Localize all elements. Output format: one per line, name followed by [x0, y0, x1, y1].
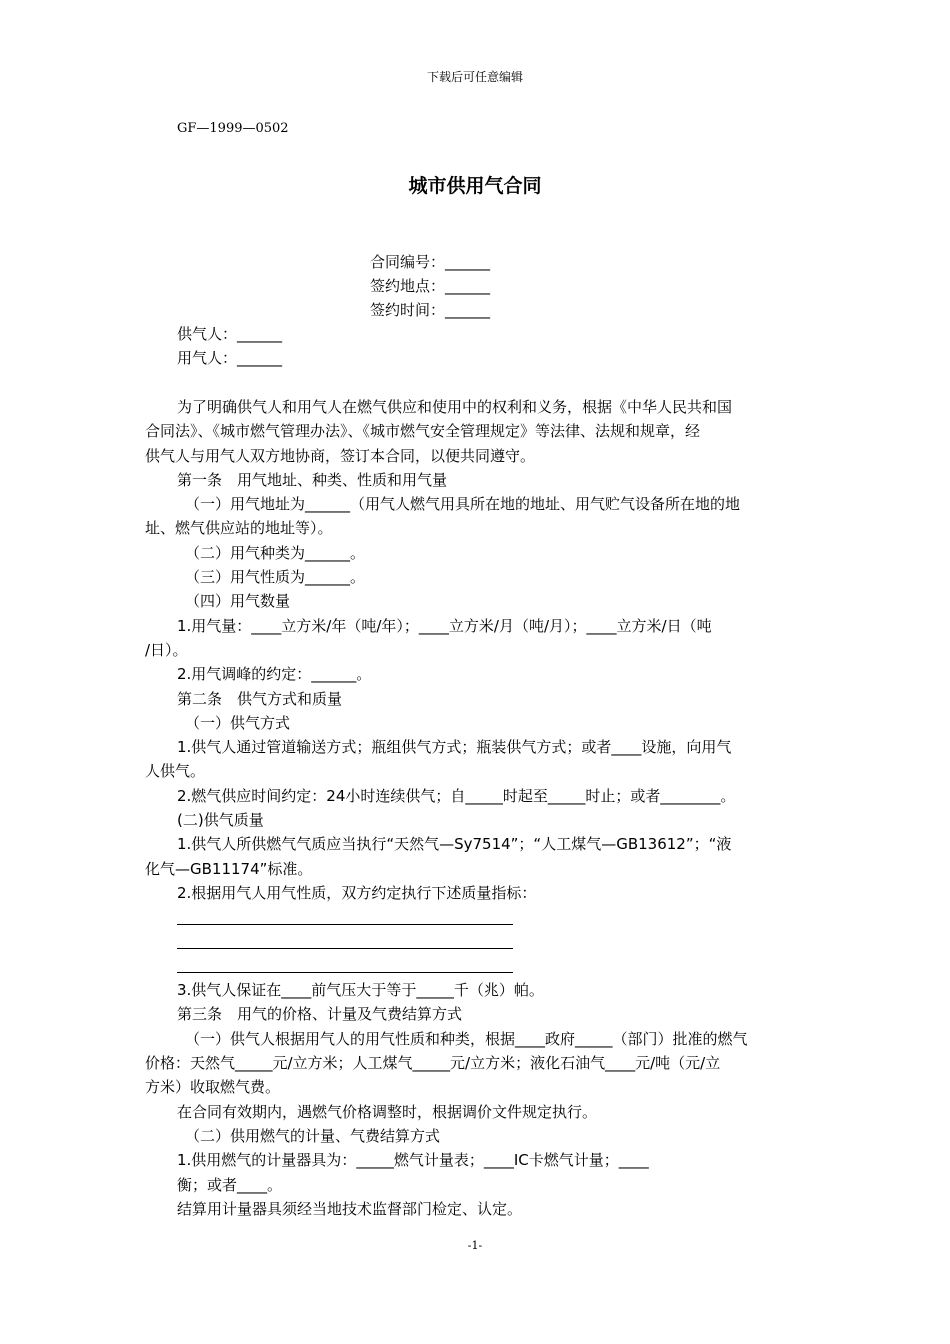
- paragraph-line: 价格：天然气_____元/立方米；人工煤气_____元/立方米；液化石油气____元/吨（元/立: [145, 1054, 721, 1073]
- paragraph-line: 供气人与用气人双方地协商，签订本合同，以便共同遵守。: [145, 446, 536, 465]
- party-user: 用气人：______: [177, 349, 283, 367]
- document-title: 城市供用气合同: [408, 175, 542, 197]
- paragraph-line: 2.燃气供应时间约定：24小时连续供气；自_____时起至_____时止；或者________。: [177, 786, 736, 805]
- paragraph-line: 人供气。: [145, 762, 206, 781]
- paragraph-line: 为了明确供气人和用气人在燃气供应和使用中的权利和义务，根据《中华人民共和国: [177, 398, 733, 416]
- paragraph-line: （四）用气数量: [185, 592, 291, 611]
- fill-in-line: [145, 905, 807, 929]
- contract-code: GF—1999—0502: [177, 121, 289, 136]
- paragraph-line: 化气—GB11174”标准。: [145, 859, 313, 878]
- page-header-note: 下载后可任意编辑: [426, 70, 523, 84]
- paragraph-line: 1.供用燃气的计量器具为：_____燃气计量表；____IC卡燃气计量；____: [177, 1151, 649, 1170]
- contract-number: 合同编号：______: [370, 253, 491, 271]
- paragraph-line: （一）供气方式: [185, 713, 291, 732]
- sign-time: 签约时间：______: [370, 301, 491, 319]
- paragraph-line: 合同法》、《城市燃气管理办法》、《城市燃气安全管理规定》等法律、法规和规章，经: [145, 422, 701, 441]
- paragraph-line: 2.用气调峰的约定：______。: [177, 665, 372, 684]
- paragraph-line: /日）。: [145, 640, 188, 659]
- paragraph-line: （三）用气性质为______。: [185, 568, 366, 587]
- paragraph-line: 方米）收取燃气费。: [145, 1078, 281, 1097]
- fill-in-line: [145, 930, 807, 954]
- paragraph-line: （一）用气地址为______（用气人燃气用具所在地的地址、用气贮气设备所在地的地: [185, 495, 741, 514]
- paragraph-line: (二)供气质量: [177, 811, 264, 830]
- paragraph-line: 2.根据用气人用气性质，双方约定执行下述质量指标：: [177, 883, 537, 902]
- paragraph-line: （一）供气人根据用气人的用气性质和种类，根据____政府_____（部门）批准的燃气: [185, 1029, 748, 1048]
- paragraph-line: 1.供气人所供燃气气质应当执行“天然气—Sy7514”；“人工煤气—GB13612”；“液: [177, 835, 732, 854]
- paragraph-line: 在合同有效期内，遇燃气价格调整时，根据调价文件规定执行。: [177, 1102, 598, 1121]
- page-number: -1-: [467, 1239, 483, 1252]
- article-heading: 第二条 供气方式和质量: [177, 689, 343, 708]
- paragraph-line: 1.供气人通过管道输送方式；瓶组供气方式；瓶装供气方式；或者____设施，向用气: [177, 738, 732, 757]
- paragraph-line: 衡；或者____。: [177, 1175, 283, 1194]
- article-heading: 第三条 用气的价格、计量及气费结算方式: [177, 1005, 463, 1024]
- paragraph-line: 3.供气人保证在____前气压大于等于_____千（兆）帕。: [177, 981, 544, 1000]
- article-heading: 第一条 用气地址、种类、性质和用气量: [177, 470, 448, 489]
- sign-place: 签约地点：______: [370, 277, 491, 295]
- paragraph-line: （二）用气种类为______。: [185, 543, 366, 562]
- fill-in-line: [145, 954, 807, 978]
- paragraph-line: 址、燃气供应站的地址等）。: [145, 519, 333, 538]
- paragraph-line: 结算用计量器具须经当地技术监督部门检定、认定。: [177, 1199, 523, 1218]
- paragraph-line: 1.用气量：____立方米/年（吨/年）；____立方米/月（吨/月）；____立方米/日（吨: [177, 616, 712, 635]
- contract-body: [145, 395, 807, 1221]
- party-supplier: 供气人：______: [177, 325, 283, 343]
- paragraph-line: （二）供用燃气的计量、气费结算方式: [185, 1126, 441, 1145]
